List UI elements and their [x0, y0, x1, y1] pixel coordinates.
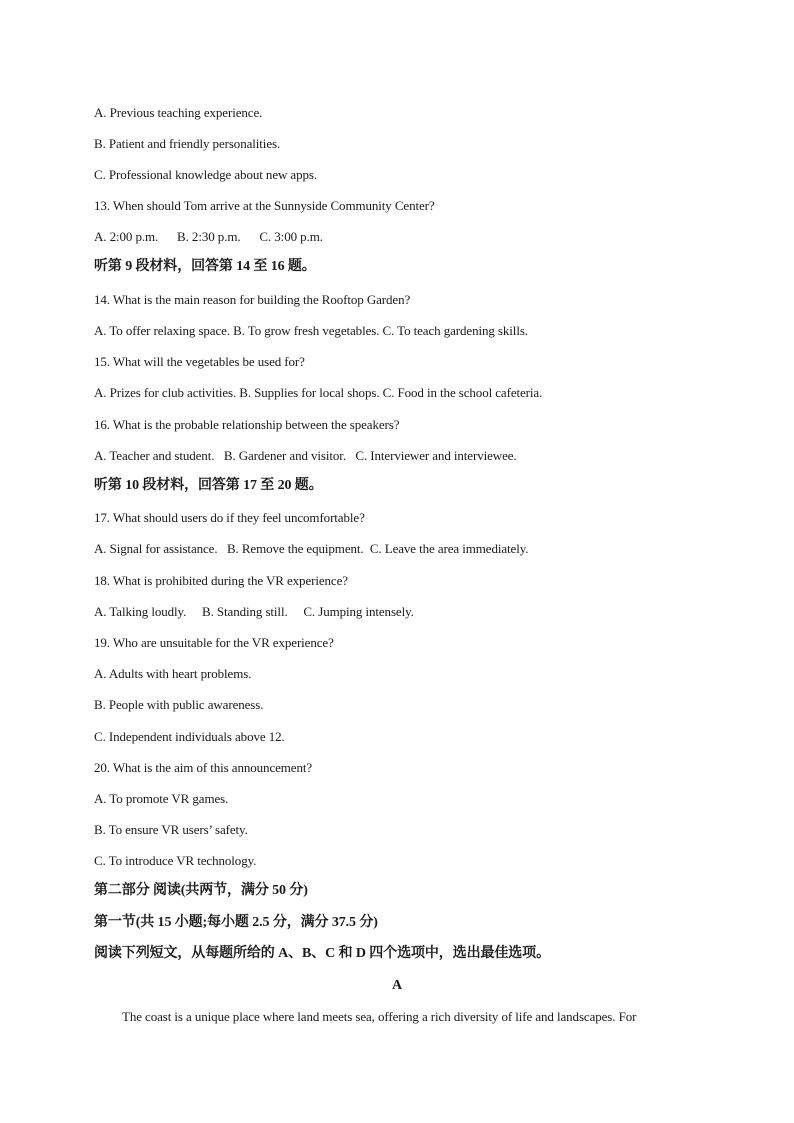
question-14: 14. What is the main reason for building the Rooftop Garden? [94, 292, 411, 307]
q14-options: A. To offer relaxing space. B. To grow fresh vegetables. C. To teach gardening skills. [94, 323, 528, 338]
question-19: 19. Who are unsuitable for the VR experience? [94, 635, 334, 650]
question-16: 16. What is the probable relationship between the speakers? [94, 417, 400, 432]
q18-options: A. Talking loudly. B. Standing still. C. Jumping intensely. [94, 604, 414, 619]
question-13: 13. When should Tom arrive at the Sunnyside Community Center? [94, 198, 435, 213]
section-one-heading: 第一节(共 15 小题;每小题 2.5 分，满分 37.5 分) [94, 915, 378, 930]
q17-options: A. Signal for assistance. B. Remove the equipment. C. Leave the area immediately. [94, 541, 529, 556]
q19-option-c: C. Independent individuals above 12. [94, 729, 285, 744]
question-15: 15. What will the vegetables be used for? [94, 354, 305, 369]
question-17: 17. What should users do if they feel uncomfortable? [94, 510, 365, 525]
question-18: 18. What is prohibited during the VR experience? [94, 573, 348, 588]
q20-option-a: A. To promote VR games. [94, 791, 229, 806]
section-heading-passage-9: 听第 9 段材料，回答第 14 至 16 题。 [94, 259, 316, 274]
q12-option-b: B. Patient and friendly personalities. [94, 136, 281, 151]
question-20: 20. What is the aim of this announcement? [94, 760, 313, 775]
passage-first-line: The coast is a unique place where land meets sea, offering a rich diversity of life and landscapes. For [122, 1009, 637, 1024]
q19-option-b: B. People with public awareness. [94, 697, 264, 712]
reading-instructions: 阅读下列短文，从每题所给的 A、B、C 和 D 四个选项中，选出最佳选项。 [94, 946, 550, 961]
q20-option-b: B. To ensure VR users’ safety. [94, 822, 248, 837]
q20-option-c: C. To introduce VR technology. [94, 853, 257, 868]
part-two-heading: 第二部分 阅读(共两节，满分 50 分) [94, 883, 308, 898]
q15-options: A. Prizes for club activities. B. Supplies for local shops. C. Food in the school cafeteria. [94, 385, 543, 400]
q12-option-c: C. Professional knowledge about new apps. [94, 167, 318, 182]
q13-options: A. 2:00 p.m. B. 2:30 p.m. C. 3:00 p.m. [94, 229, 323, 244]
passage-label: A [391, 978, 402, 993]
q16-options: A. Teacher and student. B. Gardener and visitor. C. Interviewer and interviewee. [94, 448, 517, 463]
q12-option-a: A. Previous teaching experience. [94, 105, 263, 120]
q19-option-a: A. Adults with heart problems. [94, 666, 252, 681]
section-heading-passage-10: 听第 10 段材料，回答第 17 至 20 题。 [94, 478, 323, 493]
